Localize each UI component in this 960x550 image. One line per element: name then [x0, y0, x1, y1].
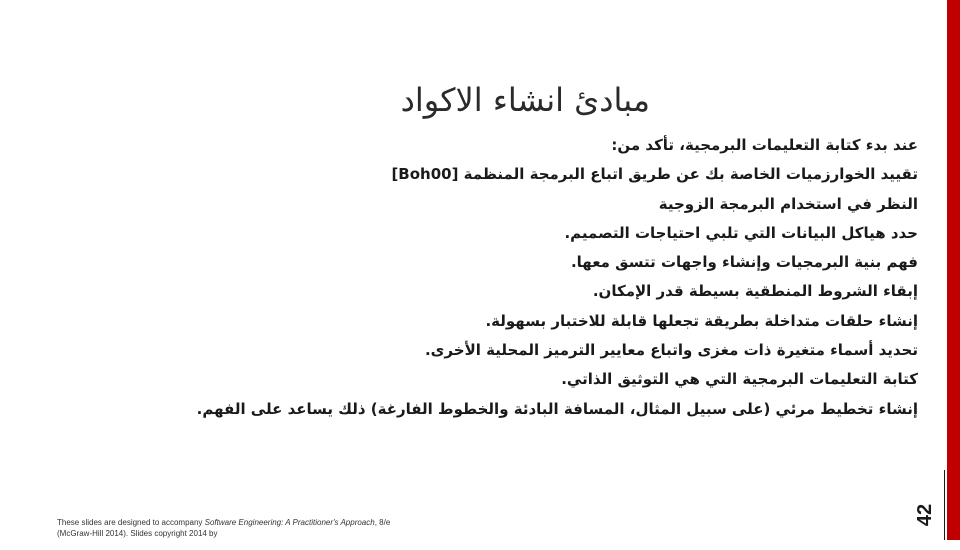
slide-title: مبادئ انشاء الاكواد — [400, 81, 650, 119]
body-line: إنشاء تخطيط مرئي (على سبيل المثال، المسافة البادئة والخطوط الفارغة) ذلك يساعد على الفهم. — [196, 399, 918, 418]
body-line: النظر في استخدام البرمجة الزوجية — [658, 194, 918, 213]
footer-book-title: Software Engineering: A Practitioner's Approach — [204, 518, 375, 527]
body-line: كتابة التعليمات البرمجية التي هي التوثيق الذاتي. — [561, 370, 918, 389]
footer-prefix: These slides are designed to accompany — [57, 518, 205, 527]
page-number: 42 — [914, 503, 936, 527]
accent-side-bar — [947, 0, 960, 540]
body-line: تقييد الخوارزميات الخاصة بك عن طريق اتباع البرمجة المنظمة [Boh00] — [391, 165, 918, 184]
copyright-footer — [57, 517, 397, 539]
side-divider — [944, 470, 945, 540]
body-line: فهم بنية البرمجيات وإنشاء واجهات تتسق معها. — [570, 253, 918, 272]
footer-suffix: , 8/e (McGraw-Hill 2014). Slides copyright 2014 by — [57, 518, 391, 538]
body-line: عند بدء كتابة التعليمات البرمجية، تأكد من: — [611, 136, 918, 154]
body-line: إبقاء الشروط المنطقية بسيطة قدر الإمكان. — [592, 282, 918, 301]
body-line: إنشاء حلقات متداخلة بطريقة تجعلها قابلة للاختبار بسهولة. — [485, 311, 918, 330]
body-line: حدد هياكل البيانات التي تلبي احتياجات التصميم. — [564, 223, 918, 242]
slide-body — [196, 131, 918, 424]
body-line: تحديد أسماء متغيرة ذات مغزى واتباع معايير الترميز المحلية الأخرى. — [424, 341, 918, 360]
